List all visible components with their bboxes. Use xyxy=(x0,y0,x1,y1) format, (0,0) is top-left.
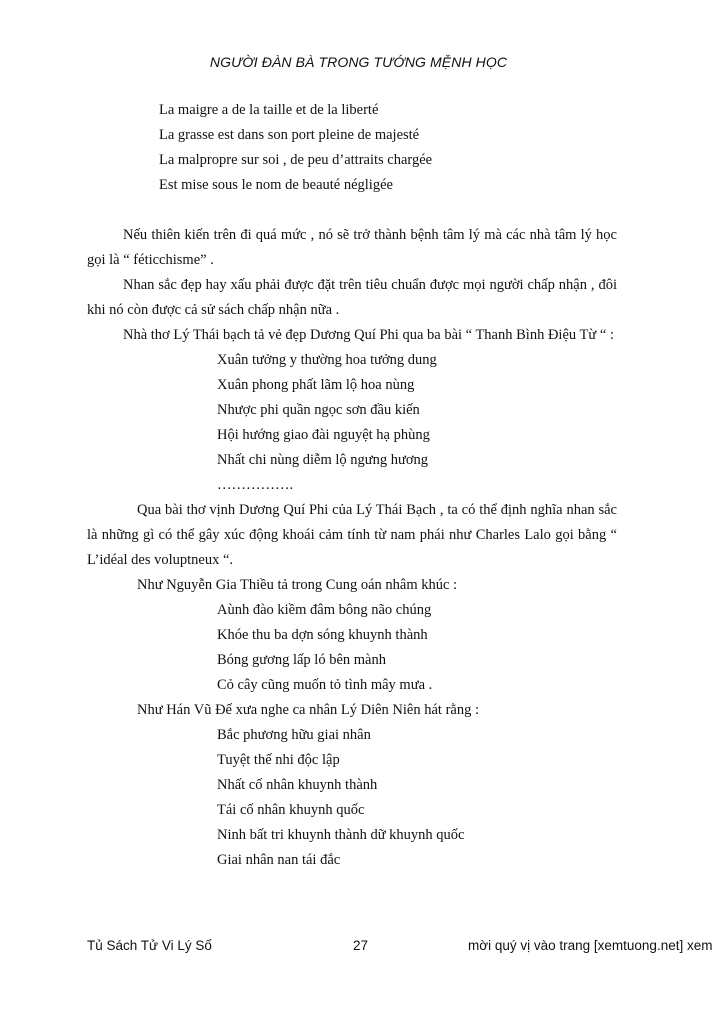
poem-line: Khóe thu ba dợn sóng khuynh thành xyxy=(217,627,428,643)
paragraph: Nhà thơ Lý Thái bạch tả vẻ đẹp Dương Quí Phi qua ba bài “ Thanh Bình Điệu Từ “ : xyxy=(123,327,614,343)
footer-book-series: Tủ Sách Tử Vi Lý Số xyxy=(87,938,212,953)
poem-line: Ninh bất tri khuynh thành dữ khuynh quốc xyxy=(217,827,465,843)
poem-line: Aùnh đào kiềm đâm bông não chúng xyxy=(217,602,432,618)
poem-line: Cỏ cây cũng muốn tỏ tình mây mưa . xyxy=(217,677,433,693)
french-verse-line: La grasse est dans son port pleine de majesté xyxy=(159,127,420,143)
paragraph: Nếu thiên kiến trên đi quá mức , nó sẽ trở thành bệnh tâm lý mà các nhà tâm lý học gọi là “ féticchisme” . xyxy=(87,227,617,268)
paragraph: Như Nguyễn Gia Thiều tả trong Cung oán nhâm khúc : xyxy=(137,577,458,593)
page-header-title: NGƯỜI ĐÀN BÀ TRONG TƯỚNG MỆNH HỌC xyxy=(209,54,508,70)
french-verse-line: La maigre a de la taille et de la liberté xyxy=(159,102,379,118)
paragraph: Qua bài thơ vịnh Dương Quí Phi của Lý Thái Bạch , ta có thể định nghĩa nhan sắc là những gì có thể gây xúc động khoái cảm tính từ nam phái như Charles Lalo gọi bằng “ L’idéal des voluptneux “. xyxy=(87,502,617,568)
french-verse-line: La malpropre sur soi , de peu d’attraits chargée xyxy=(159,152,433,168)
poem-line: Hội hướng giao đài nguyệt hạ phùng xyxy=(217,427,430,443)
poem-line: Xuân phong phất lãm lộ hoa nùng xyxy=(217,377,415,393)
paragraph-gap xyxy=(87,198,617,223)
poem-line: Tái cố nhân khuynh quốc xyxy=(217,802,365,818)
page-footer xyxy=(87,938,717,958)
poem-line: Nhất chi nùng diễm lộ ngưng hương xyxy=(217,452,429,468)
poem-line: Bắc phương hữu giai nhân xyxy=(217,727,371,743)
poem-line: Bóng gương lấp ló bên mành xyxy=(217,652,386,668)
french-verse-line: Est mise sous le nom de beauté négligée xyxy=(159,177,393,193)
poem-ellipsis: ……………. xyxy=(217,477,294,493)
poem-line: Nhược phi quần ngọc sơn đầu kiến xyxy=(217,402,420,418)
footer-page-number: 27 xyxy=(353,938,369,953)
footer-website-note: mời quý vị vào trang [xemtuong.net] xem xyxy=(468,938,713,953)
paragraph: Nhan sắc đẹp hay xấu phải được đặt trên tiêu chuẩn được mọi người chấp nhận , đôi khi nó còn được cả sử sách chấp nhận nữa . xyxy=(87,277,617,318)
paragraph: Như Hán Vũ Đế xưa nghe ca nhân Lý Diên Niên hát rằng : xyxy=(137,702,480,718)
poem-line: Tuyệt thế nhi độc lập xyxy=(217,752,340,768)
page-body xyxy=(87,98,617,873)
poem-line: Giai nhân nan tái đắc xyxy=(217,852,341,868)
poem-line: Nhất cố nhân khuynh thành xyxy=(217,777,378,793)
poem-line: Xuân tưởng y thường hoa tưởng dung xyxy=(217,352,437,368)
